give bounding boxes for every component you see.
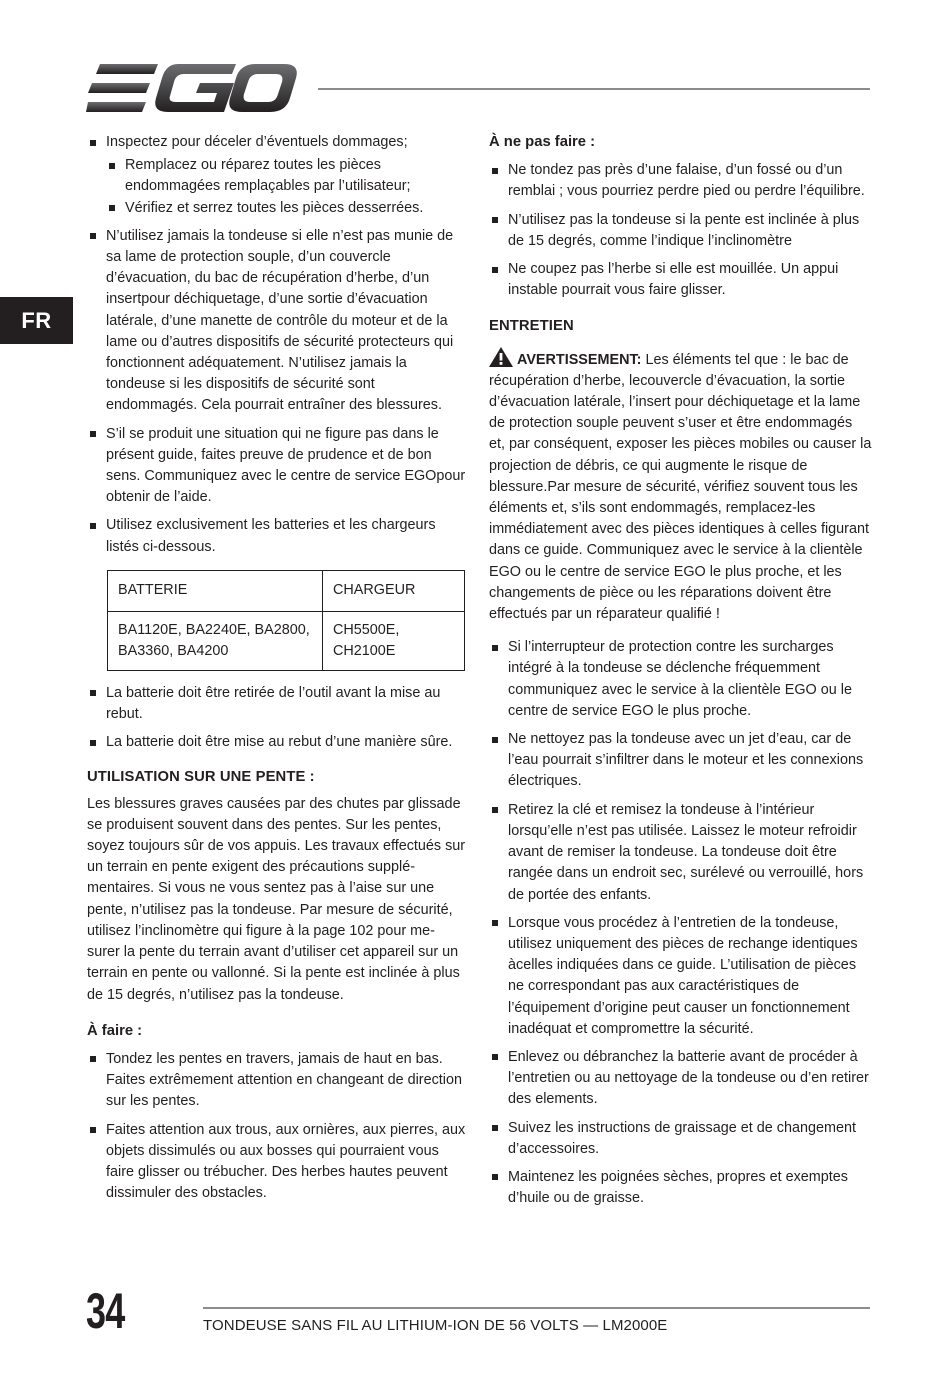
list-item: Vérifiez et serrez toutes les pièces desserrées.: [106, 198, 467, 219]
list-item: Ne nettoyez pas la tondeuse avec un jet d’eau, car de l’eau pourrait s’infiltrer dans le moteur et les connexions électriques.: [489, 729, 872, 793]
slope-paragraph: Les blessures graves causées par des chutes par glissade se produisent souvent dans des pentes. Sur les pentes, soyez toujours sûr de vos appuis. Les travaux effectués sur un terrain en pente exigent des précautions supplé-mentaires. Si vous ne vous sentez pas à l’aise sur une pente, n’utilisez pas la tondeuse. Par mesure de sécurité, utilisez l’inclinomètre qui figure à la page 102 pour me-surer la pente du terrain avant d’utiliser cet appareil sur un terrain en pente ou vallonné. Si la pente est inclinée à plus de 15 degrés, n’utilisez pas la tondeuse.: [87, 795, 466, 1003]
right-column: [489, 132, 872, 1216]
list-item: [87, 132, 467, 219]
list-item: Lorsque vous procédez à l’entretien de la tondeuse, utilisez uniquement des pièces de rechange identiques àcelles indiquées dans ce guide. L’utilisation de pièces ne correspondant pas aux caractéristiques de l’équipement d’origine peut causer un fonctionnement inadéquat et compromettre la sécurité.: [489, 913, 872, 1040]
list-item: Faites attention aux trous, aux ornières, aux pierres, aux objets dissimulés ou aux bosses qui pourraient vous faire glisser ou trébucher. Des herbes hautes peuvent dissimuler des obstacles.: [87, 1120, 467, 1205]
list-item: N’utilisez jamais la tondeuse si elle n’est pas munie de sa lame de protection souple, d’un couvercle d’évacuation, du bac de récupération d’herbe, d’un insertpour déchiquetage, d’une sortie d’évacuation latérale, d’une manette de contrôle du moteur et de la lame ou d’autres dispositifs de sécurité protecteurs qui fonctionnent adéquatement. N’utilisez jamais la tondeuse si les dispositifs de sécurité sont endommagés. Cela pourrait entraîner des blessures.: [87, 226, 467, 417]
slope-heading: UTILISATION SUR UNE PENTE :: [87, 769, 315, 786]
list-item: La batterie doit être mise au rebut d’une manière sûre.: [87, 732, 467, 753]
inspect-sublist: [106, 155, 467, 219]
battery-charger-table: [107, 570, 465, 671]
dont-heading: À ne pas faire :: [489, 134, 596, 150]
left-column: [87, 132, 467, 1211]
list-item: Utilisez exclusivement les batteries et les chargeurs listés ci-dessous.: [87, 515, 467, 557]
inspect-text: Inspectez pour déceler d’éventuels dommages;: [106, 134, 408, 150]
table-cell: CH5500E, CH2100E: [323, 611, 465, 670]
footer-rule: [203, 1307, 870, 1309]
table-header-cell: CHARGEUR: [323, 570, 465, 611]
table-header-cell: BATTERIE: [108, 570, 323, 611]
warning-paragraph: [489, 347, 872, 626]
warning-triangle-icon: [489, 347, 513, 367]
footer-title: TONDEUSE SANS FIL AU LITHIUM-ION DE 56 VOLTS — LM2000E: [203, 1317, 668, 1334]
list-item: N’utilisez pas la tondeuse si la pente est inclinée à plus de 15 degrés, comme l’indique l’inclinomètre: [489, 210, 872, 252]
list-item: Enlevez ou débranchez la batterie avant de procéder à l’entretien ou au nettoyage de la tondeuse ou d’en retirer des elements.: [489, 1047, 872, 1111]
header-rule: [318, 88, 870, 90]
warning-text: Les éléments tel que : le bac de récupération d’herbe, lecouvercle d’évacuation, la sortie d’évacuation latérale, l’insert pour déchiquetage et la lame de protection souple peuvent s’user et être endommagés et, par conséquent, exposer les pièces mobiles ou causer la projection de débris, ce qui augmente le risque de blessure.Par mesure de sécurité, vérifiez souvent tous les éléments et, s’ils sont endommagés, remplacez-les immédiatement avec des pièces identiques à celles figurant dans ce guide. Communiquez avec le service à la clientèle EGO ou le centre de service EGO le plus proche, et les changements de pièce ou les réparations doivent être effectués par un réparateur qualifié !: [489, 351, 872, 623]
list-item: S’il se produit une situation qui ne figure pas dans le présent guide, faites preuve de prudence et de bon sens. Communiquez avec le centre de service EGOpour obtenir de l’aide.: [87, 424, 467, 509]
list-item: Tondez les pentes en travers, jamais de haut en bas. Faites extrêmement attention en changeant de direction sur les pentes.: [87, 1049, 467, 1113]
language-tab: FR: [0, 297, 73, 344]
list-item: Remplacez ou réparez toutes les pièces endommagées remplaçables par l’utilisateur;: [106, 155, 467, 197]
list-item: Suivez les instructions de graissage et de changement d’accessoires.: [489, 1118, 872, 1160]
do-heading: À faire :: [87, 1022, 143, 1039]
warning-label: AVERTISSEMENT:: [517, 351, 642, 368]
ego-logo: [86, 62, 298, 114]
list-item: La batterie doit être retirée de l’outil avant la mise au rebut.: [87, 683, 467, 725]
table-row: [108, 611, 465, 670]
list-item: Ne tondez pas près d’une falaise, d’un fossé ou d’un remblai ; vous pourriez perdre pied ou perdre l’équilibre.: [489, 160, 872, 202]
list-item: Si l’interrupteur de protection contre les surcharges intégré à la tondeuse se déclenche fréquemment communiquez avec le service à la clientèle EGO ou le centre de service EGO le plus proche.: [489, 637, 872, 722]
table-header-row: [108, 570, 465, 611]
list-item: Ne coupez pas l’herbe si elle est mouillée. Un appui instable pourrait vous faire glisser.: [489, 259, 872, 301]
maintenance-heading: ENTRETIEN: [489, 318, 574, 335]
table-cell: BA1120E, BA2240E, BA2800, BA3360, BA4200: [108, 611, 323, 670]
list-item: Maintenez les poignées sèches, propres et exemptes d’huile ou de graisse.: [489, 1167, 872, 1209]
list-item: Retirez la clé et remisez la tondeuse à l’intérieur lorsqu’elle n’est pas utilisée. Laissez le moteur refroidir avant de remiser la tondeuse. La tondeuse doit être rangée dans un endroit sec, surélevé ou verrouillé, hors de portée des enfants.: [489, 800, 872, 906]
page-number: 34: [86, 1283, 125, 1339]
